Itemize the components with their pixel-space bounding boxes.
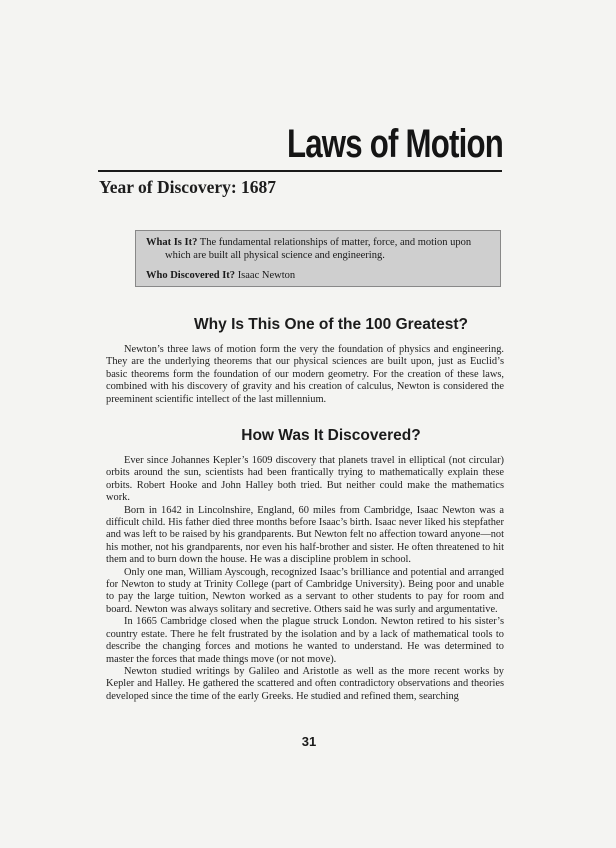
what-text-line-1: The fundamental relationships of matter, force, and motion upon	[199, 237, 472, 248]
summary-box	[135, 230, 501, 287]
who-discovered-entry	[146, 269, 490, 282]
paragraph: Newton studied writings by Galileo and Aristotle as well as the more recent works by Kepler and Halley. He gathered the scattered and often contradictory observations and theories developed since the time of the early Greeks. He studied and refined them, searching	[106, 665, 504, 702]
page-number: 31	[301, 734, 317, 749]
paragraph: In 1665 Cambridge closed when the plague struck London. Newton retired to his sister’s country estate. There he felt frustrated by the isolation and by a lack of mathematical tools to describe the changing forces and motions he wanted to understand. He was determined to master the forces that made things move (or not move).	[106, 616, 504, 665]
how-heading: How Was It Discovered?	[241, 427, 421, 444]
who-text: Isaac Newton	[237, 270, 296, 281]
why-section-text	[106, 344, 504, 406]
title-rule	[98, 170, 502, 172]
paragraph: Born in 1642 in Lincolnshire, England, 60 miles from Cambridge, Isaac Newton was a difficult child. His father died three months before Isaac’s birth. Isaac never liked his stepfather and was left to be raised by his grandparents. But Newton felt no affection toward anyone—not his mother, not his grandparents, nor even his half-brother and sister. He often threatened to hit them and to burn down the house. He was a discipline problem in school.	[106, 504, 504, 566]
paragraph: Only one man, William Ayscough, recognized Isaac’s brilliance and potential and arranged for Newton to study at Trinity College (part of Cambridge University). Being poor and unable to pay the large tuition, Newton worked as a servant to other students to pay for room and board. Newton was always solitary and secretive. Others said he was surly and argumentative.	[106, 566, 504, 615]
paragraph: Newton’s three laws of motion form the very the foundation of physics and engineering. They are the underlying theorems that our physical sciences are built upon, just as Euclid’s basic theorems form the foundation of our modern geometry. For the creation of these laws, combined with his discovery of gravity and his creation of calculus, Newton is considered the preeminent scientific intellect of the last millennium.	[106, 344, 504, 405]
chapter-title: Laws of Motion	[286, 122, 503, 166]
what-label: What Is It?	[146, 237, 198, 248]
paragraph: Ever since Johannes Kepler’s 1609 discovery that planets travel in elliptical (not circular) orbits around the sun, scientists had been frantically trying to mathematically explain these orbits. Robert Hooke and John Halley both tried. But neither could make the mathematics work.	[106, 455, 504, 504]
what-text-line-2: which are built all physical science and engineering.	[165, 250, 385, 261]
year-of-discovery: Year of Discovery: 1687	[99, 177, 277, 197]
what-is-it-entry	[146, 236, 490, 262]
how-section-text	[106, 455, 504, 703]
who-label: Who Discovered It?	[146, 270, 236, 281]
why-heading: Why Is This One of the 100 Greatest?	[194, 316, 468, 333]
